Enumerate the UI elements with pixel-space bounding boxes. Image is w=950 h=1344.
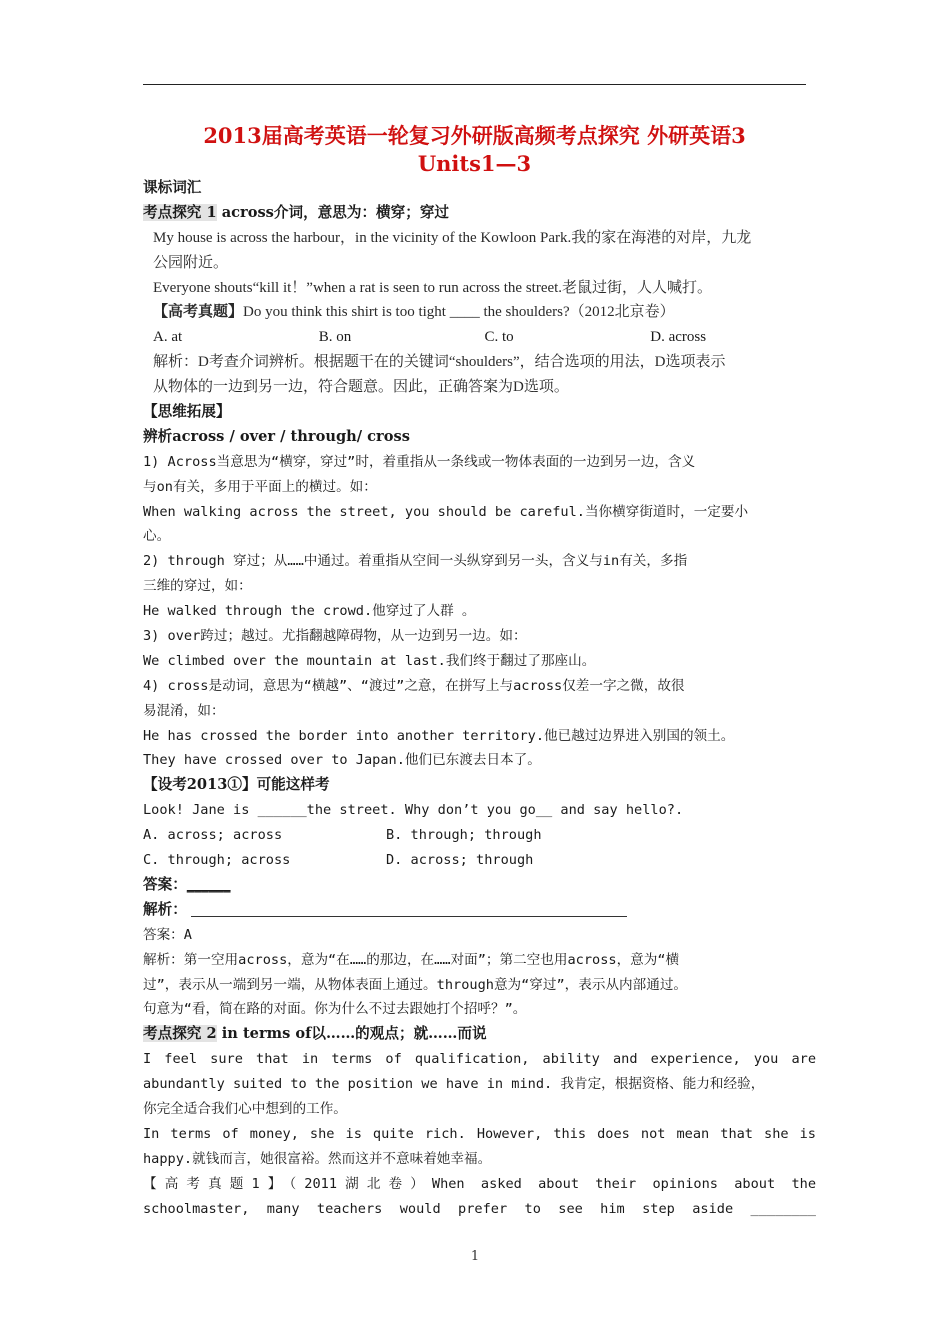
expand-p1a: 1) Across当意思为“横穿，穿过”时，着重指从一条线或一物体表面的一边到另一边，含义 bbox=[143, 453, 696, 470]
sheikao-question: Look! Jane is ______the street. Why don’t you go__ and say hello?. bbox=[143, 802, 684, 819]
sheikao-options-row-1 bbox=[143, 823, 816, 848]
kp2-label: 考点探究 2 bbox=[143, 1025, 217, 1043]
option-a: A. at bbox=[153, 329, 183, 346]
expand-p1d: 心。 bbox=[143, 528, 171, 545]
answer-line bbox=[143, 873, 816, 898]
expand-p4c: He has crossed the border into another territory.他已越过边界进入别国的领土。 bbox=[143, 727, 735, 744]
kp1-options bbox=[143, 325, 816, 350]
option-c: C. through; across bbox=[143, 852, 291, 869]
analysis-line bbox=[143, 898, 816, 923]
kp1-example-2: Everyone shouts“kill it！”when a rat is seen to run across the street.老鼠过街，人人喊打。 bbox=[153, 279, 713, 296]
header-rule bbox=[143, 84, 806, 85]
kp1-analysis-a: 解析：D考查介词辨析。根据题干在的关键词“shoulders”，结合选项的用法，D选项表示 bbox=[153, 354, 726, 371]
sheikao-expl-a: 解析：第一空用across，意为“在……的那边，在……对面”；第二空也用across，意为“横 bbox=[143, 951, 680, 968]
kp1-heading bbox=[143, 201, 816, 226]
option-d: D. across; through bbox=[386, 852, 534, 869]
gaokao-question-text: Do you think this shirt is too tight ____ the shoulders?（2012北京卷） bbox=[243, 304, 675, 321]
sheikao-expl-c: 句意为“看，简在路的对面。你为什么不过去跟她打个招呼？”。 bbox=[143, 1001, 527, 1018]
expand-heading: 【思维拓展】 bbox=[143, 403, 231, 421]
document-body bbox=[143, 176, 816, 1221]
expand-p3b: We climbed over the mountain at last.我们终于翻过了那座山。 bbox=[143, 652, 596, 669]
expand-p4a: 4) cross是动词，意思为“横越”、“渡过”之意，在拼写上与across仅差一字之微，故很 bbox=[143, 677, 685, 694]
expand-p1c: When walking across the street, you should be careful.当你横穿街道时，一定要小 bbox=[143, 503, 749, 520]
kp1-label: 考点探究 1 bbox=[143, 203, 217, 221]
kp1-gaokao-question bbox=[143, 300, 816, 325]
gaokao-label: 【高考真题】 bbox=[153, 304, 244, 321]
kp1-example-1b: 公园附近。 bbox=[153, 254, 229, 271]
kp2-example-1a: I feel sure that in terms of qualification, ability and experience, you are bbox=[143, 1051, 816, 1068]
kp2-example-2a: In terms of money, she is quite rich. However, this does not mean that she is bbox=[143, 1125, 816, 1142]
compare-heading: 辨析across / over / through/ cross bbox=[143, 427, 410, 445]
analysis-blank-line bbox=[191, 902, 627, 917]
expand-p4d: They have crossed over to Japan.他们已东渡去日本了。 bbox=[143, 752, 541, 769]
document-title bbox=[143, 122, 806, 178]
expand-p2b: 三维的穿过，如： bbox=[143, 578, 252, 595]
section-heading: 课标词汇 bbox=[143, 179, 202, 196]
kp2-example-1c: 你完全适合我们心中想到的工作。 bbox=[143, 1100, 347, 1117]
kp2-heading-rest: in terms of以……的观点；就……而说 bbox=[216, 1025, 487, 1043]
expand-p2c: He walked through the crowd.他穿过了人群 。 bbox=[143, 603, 476, 620]
kp1-example-1a: My house is across the harbour，in the vicinity of the Kowloon Park.我的家在海港的对岸，九龙 bbox=[153, 229, 752, 246]
page-number: 1 bbox=[470, 1249, 480, 1264]
kp1-heading-rest: across介词，意思为：横穿；穿过 bbox=[216, 203, 450, 221]
kp1-analysis-b: 从物体的一边到另一边，符合题意。因此，正确答案为D选项。 bbox=[153, 379, 569, 396]
kp2-heading bbox=[143, 1022, 816, 1047]
option-c: C. to bbox=[484, 329, 514, 346]
sheikao-expl-b: 过”，表示从一端到另一端，从物体表面上通过。through意为“穿过”，表示从内部通过。 bbox=[143, 976, 688, 993]
option-b: B. through; through bbox=[386, 827, 542, 844]
title-line-2: Units1—3 bbox=[417, 151, 532, 176]
expand-p3a: 3) over跨过；越过。尤指翻越障碍物，从一边到另一边。如： bbox=[143, 628, 527, 645]
kp2-gaokao-b: schoolmaster, many teachers would prefer to see him step aside ________ bbox=[143, 1200, 816, 1217]
answer-label: 答案： bbox=[143, 875, 187, 893]
expand-p1b: 与on有关，多用于平面上的横过。如： bbox=[143, 478, 377, 495]
kp2-example-1b: abundantly suited to the position we have in mind. 我肯定，根据资格、能力和经验， bbox=[143, 1076, 765, 1093]
option-d: D. across bbox=[650, 329, 707, 346]
title-line-1: 2013届高考英语一轮复习外研版高频考点探究 外研英语3 bbox=[203, 123, 746, 148]
sheikao-heading: 【设考2013①】可能这样考 bbox=[143, 776, 330, 794]
kp2-gaokao-a: 【高考真题1】（2011湖北卷）When asked about their opinions about the bbox=[143, 1175, 816, 1192]
sheikao-answer: 答案：A bbox=[143, 926, 192, 943]
expand-p4b: 易混淆，如： bbox=[143, 702, 225, 719]
kp2-example-2b: happy.就钱而言，她很富裕。然而这并不意味着她幸福。 bbox=[143, 1150, 492, 1167]
answer-blank: ______ bbox=[186, 875, 231, 893]
expand-p2a: 2) through 穿过；从……中通过。着重指从空间一头纵穿到另一头，含义与in有关，多指 bbox=[143, 553, 688, 570]
option-b: B. on bbox=[318, 329, 352, 346]
analysis-label: 解析： bbox=[143, 900, 187, 918]
sheikao-options-row-2 bbox=[143, 848, 816, 873]
option-a: A. across; across bbox=[143, 827, 283, 844]
